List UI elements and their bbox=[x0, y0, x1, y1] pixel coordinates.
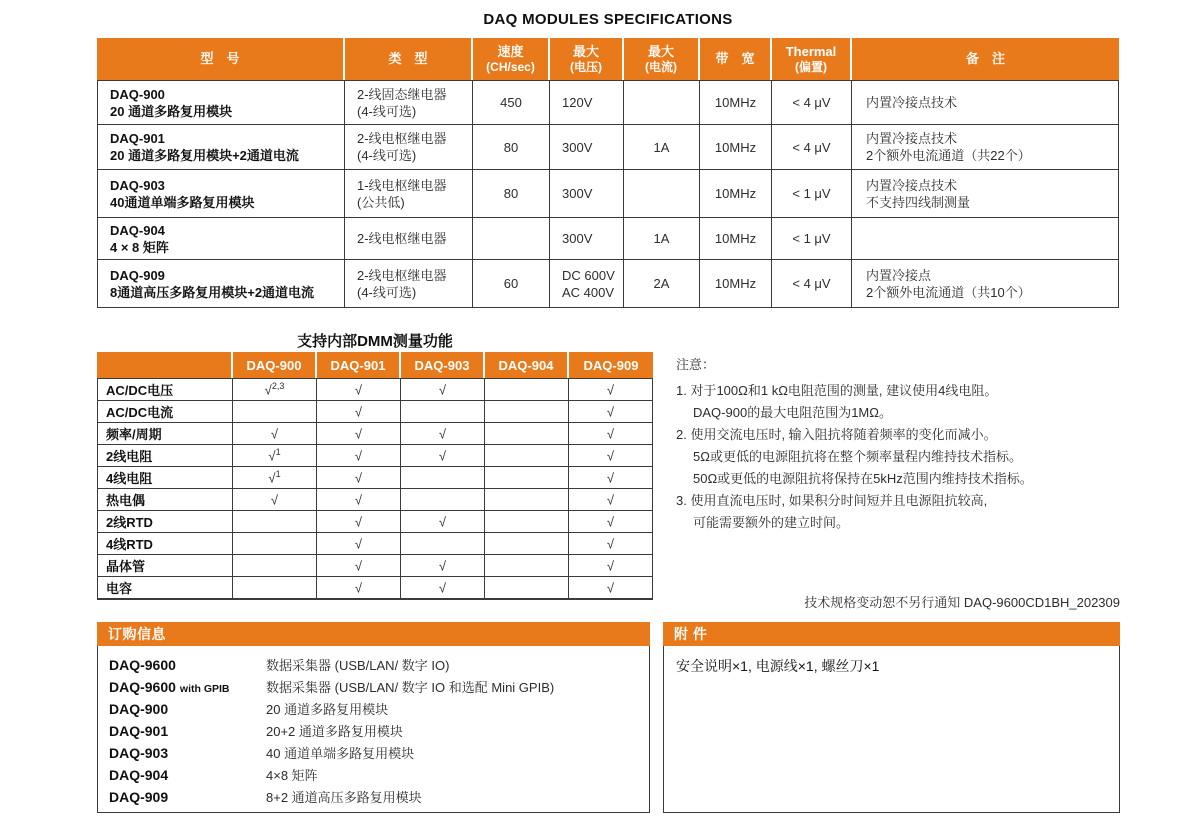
spec-cell-voltage: 120V bbox=[550, 80, 624, 125]
check-footnote: 1 bbox=[275, 469, 281, 480]
dmm-row-label: 晶体管 bbox=[97, 555, 233, 577]
ordering-desc: 20+2 通道多路复用模块 bbox=[266, 724, 403, 739]
dmm-check-cell bbox=[401, 445, 485, 467]
dmm-check-cell bbox=[233, 489, 317, 511]
ordering-row bbox=[109, 742, 649, 764]
ordering-model: DAQ-900 bbox=[109, 701, 169, 717]
spec-cell-speed: 80 bbox=[473, 125, 550, 170]
dmm-row-label: 4线RTD bbox=[97, 533, 233, 555]
accessories-body bbox=[663, 646, 1120, 813]
spec-cell-notes: 内置冷接点技术 2个额外电流通道（共22个） bbox=[852, 125, 1119, 170]
check-mark: √ bbox=[270, 426, 279, 442]
dmm-row-label: AC/DC电压 bbox=[97, 378, 233, 401]
check-footnote: 2,3 bbox=[271, 381, 285, 392]
check-mark: √ bbox=[264, 382, 272, 398]
notes-heading: 注意： bbox=[676, 357, 716, 372]
spec-header-type: 类 型 bbox=[345, 38, 473, 80]
spec-cell-notes bbox=[852, 218, 1119, 260]
dmm-header-row bbox=[97, 352, 653, 378]
dmm-check-cell bbox=[233, 467, 317, 489]
ordering-model: DAQ-903 bbox=[109, 745, 169, 761]
spec-cell-model: DAQ-904 4 × 8 矩阵 bbox=[97, 218, 345, 260]
spec-header-max-current: 最大 (电流) bbox=[624, 38, 700, 80]
ordering-model: DAQ-9600 bbox=[109, 657, 176, 673]
spec-cell-voltage: 300V bbox=[550, 218, 624, 260]
spec-row-daq-903 bbox=[97, 170, 1119, 218]
spec-header-speed: 速度 (CH/sec) bbox=[473, 38, 550, 80]
note-line: DAQ-900的最大电阻范围为1MΩ。 bbox=[693, 405, 892, 420]
ordering-row bbox=[109, 786, 649, 808]
spec-cell-thermal: < 4 μV bbox=[772, 80, 852, 125]
spec-cell-thermal: < 4 μV bbox=[772, 260, 852, 308]
spec-cell-bandwidth: 10MHz bbox=[700, 80, 772, 125]
dmm-check-cell bbox=[485, 401, 569, 423]
dmm-check-cell bbox=[485, 555, 569, 577]
ordering-row bbox=[109, 654, 649, 676]
accessories-content: 安全说明×1, 电源线×1, 螺丝刀×1 bbox=[676, 658, 880, 674]
dmm-check-cell bbox=[569, 401, 653, 423]
check-mark: √ bbox=[606, 558, 615, 574]
dmm-check-cell bbox=[569, 423, 653, 445]
dmm-check-cell bbox=[401, 489, 485, 511]
spec-cell-speed: 450 bbox=[473, 80, 550, 125]
dmm-check-cell bbox=[485, 489, 569, 511]
spec-cell-notes: 内置冷接点技术 不支持四线制测量 bbox=[852, 170, 1119, 218]
check-mark: √ bbox=[354, 514, 363, 530]
dmm-check-cell bbox=[485, 378, 569, 401]
footer-note: 技术规格变动恕不另行通知 DAQ-9600CD1BH_202309 bbox=[804, 595, 1120, 610]
dmm-check-cell bbox=[485, 533, 569, 555]
dmm-check-cell bbox=[317, 511, 401, 533]
ordering-row bbox=[109, 676, 649, 698]
ordering-desc: 数据采集器 (USB/LAN/ 数字 IO) bbox=[266, 658, 450, 673]
spec-cell-type: 2-线电枢继电器 (4-线可选) bbox=[345, 125, 473, 170]
dmm-check-cell bbox=[401, 511, 485, 533]
dmm-check-cell bbox=[569, 533, 653, 555]
dmm-check-cell bbox=[233, 445, 317, 467]
dmm-check-cell bbox=[233, 423, 317, 445]
check-mark: √ bbox=[268, 470, 276, 486]
spec-cell-notes: 内置冷接点 2个额外电流通道（共10个） bbox=[852, 260, 1119, 308]
dmm-row-label: 电容 bbox=[97, 577, 233, 600]
ordering-info-box bbox=[97, 622, 650, 813]
check-mark: √ bbox=[438, 514, 447, 530]
dmm-check-cell bbox=[401, 467, 485, 489]
ordering-row bbox=[109, 764, 649, 786]
dmm-row bbox=[97, 467, 653, 489]
spec-cell-voltage: 300V bbox=[550, 125, 624, 170]
spec-header-bandwidth: 带 宽 bbox=[700, 38, 772, 80]
dmm-row bbox=[97, 555, 653, 577]
spec-cell-voltage: 300V bbox=[550, 170, 624, 218]
dmm-header-daq-903: DAQ-903 bbox=[401, 352, 485, 378]
dmm-check-cell bbox=[233, 533, 317, 555]
spec-row-daq-904 bbox=[97, 218, 1119, 260]
dmm-row bbox=[97, 423, 653, 445]
spec-cell-current bbox=[624, 80, 700, 125]
spec-row-daq-909 bbox=[97, 260, 1119, 308]
dmm-check-cell bbox=[401, 533, 485, 555]
check-mark: √ bbox=[438, 558, 447, 574]
ordering-desc: 8+2 通道高压多路复用模块 bbox=[266, 790, 422, 805]
dmm-check-cell bbox=[569, 445, 653, 467]
dmm-row-label: 2线RTD bbox=[97, 511, 233, 533]
dmm-check-cell bbox=[317, 378, 401, 401]
spec-cell-bandwidth: 10MHz bbox=[700, 125, 772, 170]
spec-cell-bandwidth: 10MHz bbox=[700, 218, 772, 260]
dmm-check-cell bbox=[485, 445, 569, 467]
dmm-header-blank bbox=[97, 352, 233, 378]
spec-cell-current: 1A bbox=[624, 125, 700, 170]
spec-cell-type: 1-线电枢继电器 (公共低) bbox=[345, 170, 473, 218]
check-mark: √ bbox=[606, 448, 615, 464]
check-mark: √ bbox=[438, 382, 447, 398]
spec-cell-speed bbox=[473, 218, 550, 260]
spec-cell-speed: 80 bbox=[473, 170, 550, 218]
ordering-desc: 数据采集器 (USB/LAN/ 数字 IO 和选配 Mini GPIB) bbox=[266, 680, 555, 695]
dmm-check-cell bbox=[401, 378, 485, 401]
ordering-row bbox=[109, 698, 649, 720]
dmm-row bbox=[97, 489, 653, 511]
spec-cell-bandwidth: 10MHz bbox=[700, 260, 772, 308]
spec-header-notes: 备 注 bbox=[852, 38, 1119, 80]
spec-cell-current: 1A bbox=[624, 218, 700, 260]
check-mark: √ bbox=[354, 404, 363, 420]
dmm-check-cell bbox=[485, 423, 569, 445]
check-mark: √ bbox=[606, 382, 615, 398]
ordering-model: DAQ-909 bbox=[109, 789, 169, 805]
accessories-header: 附 件 bbox=[663, 622, 1120, 646]
spec-cell-thermal: < 1 μV bbox=[772, 170, 852, 218]
ordering-model: DAQ-901 bbox=[109, 723, 169, 739]
dmm-check-cell bbox=[485, 467, 569, 489]
check-footnote: 1 bbox=[275, 447, 281, 458]
dmm-check-cell bbox=[233, 401, 317, 423]
dmm-check-cell bbox=[317, 489, 401, 511]
note-line: 3. 使用直流电压时, 如果积分时间短并且电源阻抗较高, bbox=[676, 493, 988, 508]
check-mark: √ bbox=[606, 492, 615, 508]
spec-cell-bandwidth: 10MHz bbox=[700, 170, 772, 218]
note-line: 50Ω或更低的电源阻抗将保持在5kHz范围内维持技术指标。 bbox=[693, 471, 1033, 486]
dmm-row-label: 热电偶 bbox=[97, 489, 233, 511]
dmm-row bbox=[97, 511, 653, 533]
dmm-check-cell bbox=[233, 378, 317, 401]
spec-cell-type: 2-线固态继电器 (4-线可选) bbox=[345, 80, 473, 125]
dmm-check-cell bbox=[569, 489, 653, 511]
spec-header-max-voltage: 最大 (电压) bbox=[550, 38, 624, 80]
check-mark: √ bbox=[438, 580, 447, 596]
check-mark: √ bbox=[354, 426, 363, 442]
spec-row-daq-901 bbox=[97, 125, 1119, 170]
dmm-check-cell bbox=[317, 533, 401, 555]
spec-cell-notes: 内置冷接点技术 bbox=[852, 80, 1119, 125]
check-mark: √ bbox=[438, 448, 447, 464]
spec-row-daq-900 bbox=[97, 80, 1119, 125]
notes-section bbox=[676, 354, 1033, 534]
check-mark: √ bbox=[606, 536, 615, 552]
dmm-row bbox=[97, 401, 653, 423]
dmm-check-cell bbox=[569, 555, 653, 577]
spec-header-model: 型 号 bbox=[97, 38, 345, 80]
spec-table bbox=[97, 38, 1119, 308]
spec-cell-model: DAQ-909 8通道高压多路复用模块+2通道电流 bbox=[97, 260, 345, 308]
accessories-box bbox=[663, 622, 1120, 813]
spec-cell-model: DAQ-900 20 通道多路复用模块 bbox=[97, 80, 345, 125]
spec-cell-thermal: < 1 μV bbox=[772, 218, 852, 260]
ordering-desc: 40 通道单端多路复用模块 bbox=[266, 746, 415, 761]
check-mark: √ bbox=[438, 426, 447, 442]
check-mark: √ bbox=[606, 404, 615, 420]
page-title: DAQ MODULES SPECIFICATIONS bbox=[483, 11, 733, 28]
dmm-table-title: 支持内部DMM测量功能 bbox=[297, 333, 453, 350]
ordering-model: DAQ-904 bbox=[109, 767, 169, 783]
check-mark: √ bbox=[354, 448, 363, 464]
dmm-row bbox=[97, 378, 653, 401]
dmm-row bbox=[97, 445, 653, 467]
note-line: 2. 使用交流电压时, 输入阻抗将随着频率的变化而减小。 bbox=[676, 427, 997, 442]
check-mark: √ bbox=[354, 580, 363, 596]
dmm-header-daq-901: DAQ-901 bbox=[317, 352, 401, 378]
dmm-check-cell bbox=[317, 467, 401, 489]
spec-cell-type: 2-线电枢继电器 (4-线可选) bbox=[345, 260, 473, 308]
ordering-desc: 20 通道多路复用模块 bbox=[266, 702, 389, 717]
dmm-header-daq-904: DAQ-904 bbox=[485, 352, 569, 378]
dmm-check-cell bbox=[401, 401, 485, 423]
spec-cell-voltage: DC 600V AC 400V bbox=[550, 260, 624, 308]
spec-cell-model: DAQ-901 20 通道多路复用模块+2通道电流 bbox=[97, 125, 345, 170]
dmm-check-cell bbox=[485, 511, 569, 533]
check-mark: √ bbox=[354, 558, 363, 574]
spec-cell-current bbox=[624, 170, 700, 218]
note-line: 可能需要额外的建立时间。 bbox=[693, 515, 850, 530]
spec-cell-model: DAQ-903 40通道单端多路复用模块 bbox=[97, 170, 345, 218]
dmm-row-label: AC/DC电流 bbox=[97, 401, 233, 423]
dmm-table bbox=[97, 352, 653, 600]
spec-cell-speed: 60 bbox=[473, 260, 550, 308]
dmm-row-label: 4线电阻 bbox=[97, 467, 233, 489]
ordering-info-header: 订购信息 bbox=[97, 622, 650, 646]
dmm-check-cell bbox=[401, 423, 485, 445]
dmm-header-daq-909: DAQ-909 bbox=[569, 352, 653, 378]
check-mark: √ bbox=[354, 470, 363, 486]
dmm-check-cell bbox=[233, 555, 317, 577]
check-mark: √ bbox=[354, 382, 363, 398]
spec-header-thermal: Thermal (偏置) bbox=[772, 38, 852, 80]
dmm-check-cell bbox=[401, 555, 485, 577]
dmm-check-cell bbox=[317, 423, 401, 445]
dmm-row-label: 2线电阻 bbox=[97, 445, 233, 467]
spec-cell-thermal: < 4 μV bbox=[772, 125, 852, 170]
note-line: 1. 对于100Ω和1 kΩ电阻范围的测量, 建议使用4线电阻。 bbox=[676, 383, 998, 398]
check-mark: √ bbox=[606, 580, 615, 596]
check-mark: √ bbox=[354, 492, 363, 508]
check-mark: √ bbox=[606, 426, 615, 442]
check-mark: √ bbox=[268, 448, 276, 464]
spec-cell-type: 2-线电枢继电器 bbox=[345, 218, 473, 260]
ordering-desc: 4×8 矩阵 bbox=[266, 768, 318, 783]
dmm-check-cell bbox=[569, 511, 653, 533]
check-mark: √ bbox=[270, 492, 279, 508]
check-mark: √ bbox=[606, 470, 615, 486]
check-mark: √ bbox=[606, 514, 615, 530]
note-line: 5Ω或更低的电源阻抗将在整个频率量程内维持技术指标。 bbox=[693, 449, 1022, 464]
spec-cell-current: 2A bbox=[624, 260, 700, 308]
dmm-check-cell bbox=[317, 445, 401, 467]
ordering-model: DAQ-9600 with GPIB bbox=[109, 679, 230, 695]
ordering-info-body bbox=[97, 646, 650, 813]
dmm-check-cell bbox=[569, 378, 653, 401]
dmm-check-cell bbox=[569, 467, 653, 489]
dmm-check-cell bbox=[317, 555, 401, 577]
dmm-row bbox=[97, 533, 653, 555]
check-mark: √ bbox=[354, 536, 363, 552]
dmm-check-cell bbox=[317, 401, 401, 423]
spec-header-row bbox=[97, 38, 1119, 80]
dmm-row-label: 频率/周期 bbox=[97, 423, 233, 445]
dmm-header-daq-900: DAQ-900 bbox=[233, 352, 317, 378]
dmm-check-cell bbox=[233, 511, 317, 533]
ordering-row bbox=[109, 720, 649, 742]
